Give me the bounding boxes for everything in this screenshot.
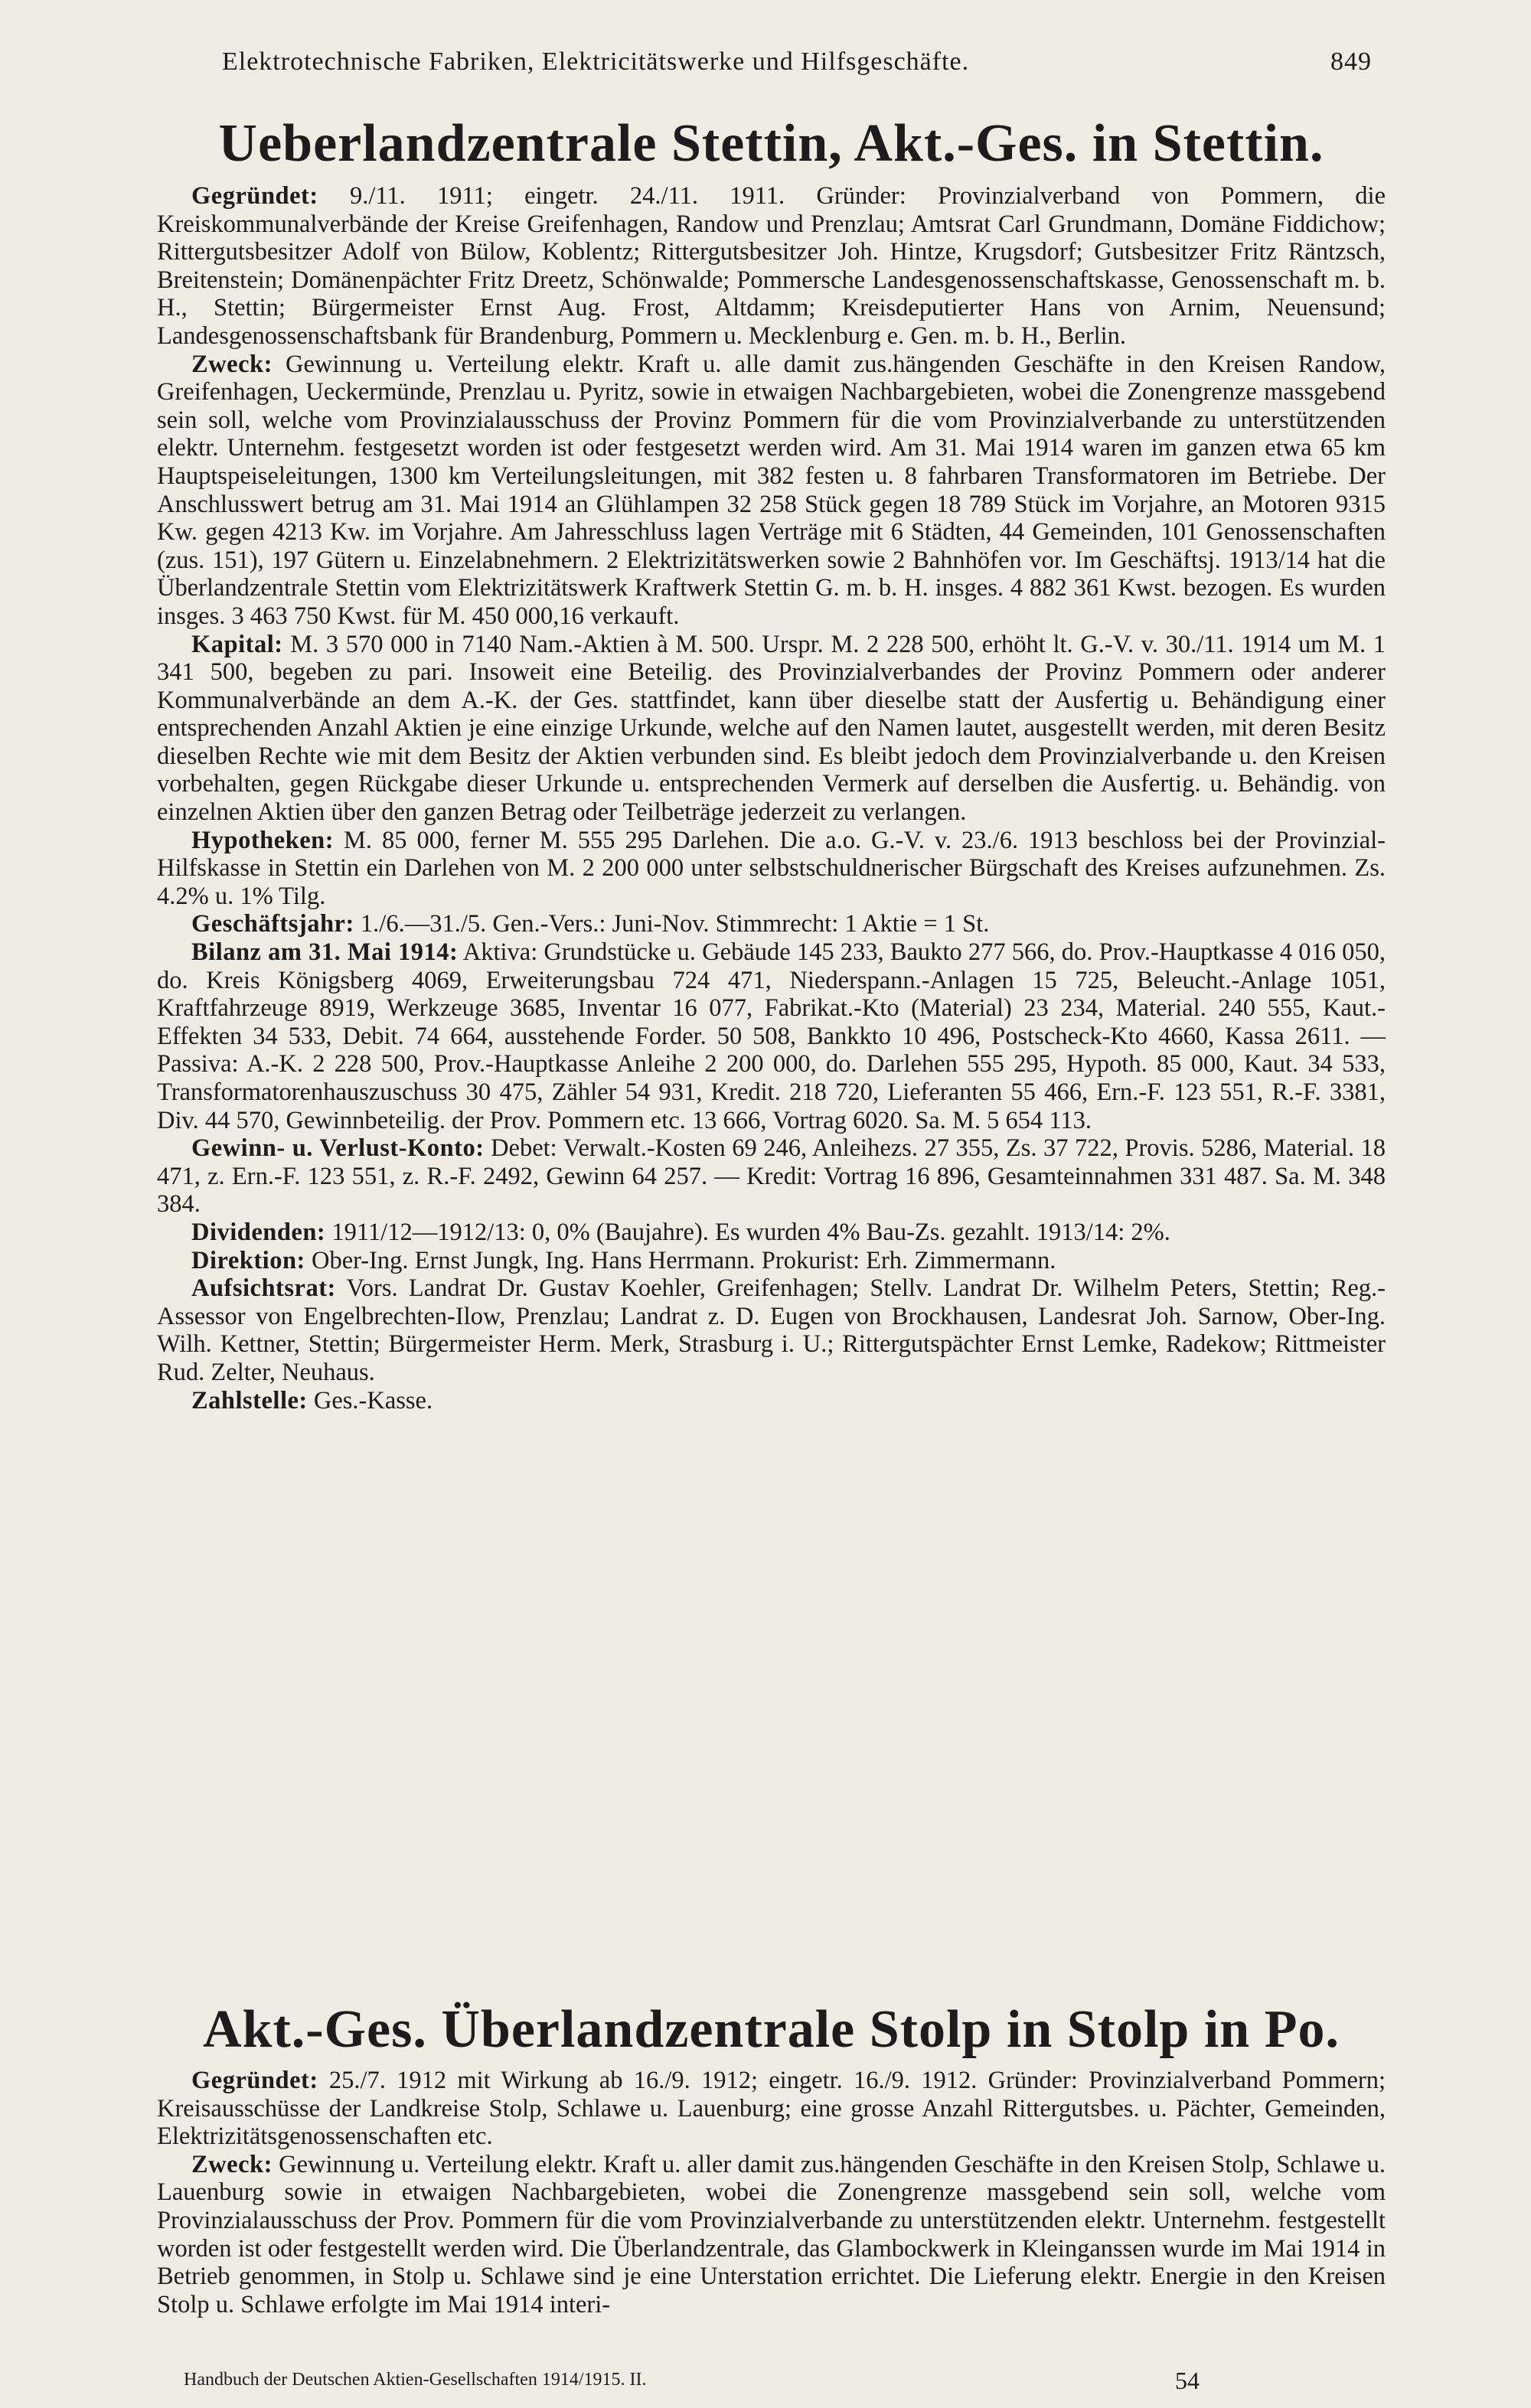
section-mortgages [157,827,1386,911]
section-text: Debet: Verwalt.-Kosten 69 246, Anleihezs. 27 355, Zs. 37 722, Provis. 5286, Material. 18 471, z. Ern.-F. 123 551, z. R.-F. 2492, Gewinn 64 257. — Kredit: Vortrag 16 896, Gesamteinnahmen 331 487. Sa. M. 348 384. [157,1134,1386,1219]
section-text: 9./11. 1911; eingetr. 24./11. 1911. Gründer: Provinzialverband von Pommern, die Kreiskommunalverbände der Kreise Greifenhagen, Randow und Prenzlau; Amtsrat Carl Grundmann, Domäne Fiddichow; Rittergutsbesitzer Adolf von Bülow, Koblentz; Rittergutsbesitzer Joh. Hintze, Krugsdorf; Gutsbesitzer Fritz Räntzsch, Breitenstein; Domänenpächter Fritz Dreetz, Schönwalde; Pommersche Landesgenossenschaftskasse, Genossenschaft m. b. H., Stettin; Bürgermeister Ernst Aug. Frost, Altdamm; Kreisdeputierter Hans von Arnim, Neuensund; Landesgenossenschaftsbank für Brandenburg, Pommern u. Mecklenburg e. Gen. m. b. H., Berlin. [157,182,1386,350]
section-text: M. 3 570 000 in 7140 Nam.-Aktien à M. 500. Urspr. M. 2 228 500, erhöht lt. G.-V. v. 30./11. 1914 um M. 1 341 500, begeben zu pari. Insoweit eine Beteilig. des Provinzialverbandes der Provinz Pommern oder anderer Kommunalverbände an dem A.-K. der Ges. stattfindet, kann über dieselbe statt der Ausfertig u. Behändigung einer entsprechenden Anzahl Aktien je eine einzige Urkunde, welche auf den Namen lautet, ausgestellt werden, mit deren Besitz dieselben Rechte wie mit dem Besitz der Aktien verbunden sind. Es bleibt jedoch dem Provinzialverbande u. den Kreisen vorbehalten, gegen Rückgabe dieser Urkunde u. entsprechenden Vermerk auf derselben die Ausfertig. u. Behändig. von einzelnen Aktien über den ganzen Betrag oder Teilbeträge jederzeit zu verlangen. [157,630,1386,827]
section-text: M. 85 000, ferner M. 555 295 Darlehen. Die a.o. G.-V. v. 23./6. 1913 beschloss bei der Provinzial-Hilfskasse in Stettin ein Darlehen von M. 2 200 000 unter selbstschuldnerischer Bürgschaft des Kreises aufzunehmen. Zs. 4.2% u. 1% Tilg. [157,826,1386,910]
section-text: 1911/12—1912/13: 0, 0% (Baujahre). Es wurden 4% Bau-Zs. gezahlt. 1913/14: 2%. [325,1218,1170,1246]
section-label: Gewinn- u. Verlust-Konto: [191,1134,485,1163]
section-label: Hypotheken: [191,826,335,854]
section-text: Ober-Ing. Ernst Jungk, Ing. Hans Herrmann. Prokurist: Erh. Zimmermann. [305,1246,1056,1274]
section-purpose [157,2151,1386,2319]
section-text: 1./6.—31./5. Gen.-Vers.: Juni-Nov. Stimmrecht: 1 Aktie = 1 St. [354,910,990,938]
footer-sheet-number: 54 [1175,2367,1200,2394]
page-number: 849 [1330,47,1372,76]
section-founded [157,182,1386,351]
company-entry-stettin [157,113,1386,175]
company-entry-stolp [157,1999,1386,2061]
running-head [0,47,1531,93]
company-title-stettin: Ueberlandzentrale Stettin, Akt.-Ges. in Stettin. [218,114,1324,173]
section-dividends [157,1219,1386,1247]
section-capital [157,631,1386,827]
section-label: Gegründet: [191,2067,318,2094]
section-text: Ges.-Kasse. [307,1386,433,1414]
section-label: Kapital: [191,630,283,658]
footer-source: Handbuch der Deutschen Aktien-Gesellschaften 1914/1915. II. [184,2370,647,2390]
section-label: Zweck: [191,350,273,378]
section-profit-loss [157,1134,1386,1219]
section-label: Zahlstelle: [191,1386,308,1414]
company-body-stolp [157,2067,1386,2318]
section-balance-sheet [157,938,1386,1134]
section-label: Direktion: [191,1246,305,1274]
section-supervisory-board [157,1274,1386,1386]
section-text: 25./7. 1912 mit Wirkung ab 16./9. 1912; eingetr. 16./9. 1912. Gründer: Provinzialverband Pommern; Kreisausschüsse der Landkreise Stolp, Schlawe u. Lauenburg; eine grosse Anzahl Rittergutsbes. u. Pächter, Gemeinden, Elektrizitätsgenossenschaften etc. [157,2067,1386,2151]
section-label: Bilanz am 31. Mai 1914: [191,938,459,967]
section-label: Geschäftsjahr: [191,910,354,938]
section-label: Gegründet: [191,182,318,210]
section-label: Dividenden: [191,1218,326,1246]
section-text: Gewinnung u. Verteilung elektr. Kraft u. alle damit zus.hängenden Geschäfte in den Kreisen Randow, Greifenhagen, Ueckermünde, Prenzlau u. Pyritz, sowie in etwaigen Nachbargebieten, wobei die Zonengrenze massgebend sein soll, welche vom Provinzialausschuss der Provinz Pommern für die vom Provinzialverbande zu unterstützenden elektr. Unternehm. festgesetzt worden ist oder festgesetzt werden wird. Am 31. Mai 1914 waren im ganzen etwa 65 km Hauptspeiseleitungen, 1300 km Verteilungsleitungen, mit 382 festen u. 8 fahrbaren Transformatoren im Betriebe. Der Anschlusswert betrug am 31. Mai 1914 an Glühlampen 32 258 Stück gegen 18 789 Stück im Vorjahre, an Motoren 9315 Kw. gegen 4213 Kw. im Vorjahre. Am Jahresschluss lagen Verträge mit 6 Städten, 44 Gemeinden, 101 Genossenschaften (zus. 151), 197 Gütern u. Einzelabnehmern. 2 Elektrizitätswerken sowie 2 Bahnhöfen vor. Im Geschäftsj. 1913/14 hat die Überlandzentrale Stettin vom Elektrizitätswerk Kraftwerk Stettin G. m. b. H. insges. 4 882 361 Kwst. bezogen. Es wurden insges. 3 463 750 Kwst. für M. 450 000,16 verkauft. [157,350,1386,630]
company-body-stettin [157,182,1386,1414]
section-text: Gewinnung u. Verteilung elektr. Kraft u. aller damit zus.hängenden Geschäfte in den Kreisen Stolp, Schlawe u. Lauenburg sowie in etwaigen Nachbargebieten, wobei die Zonengrenze massgebend sein soll, welche vom Provinzialausschuss der Prov. Pommern für die vom Provinzialverbande zu unterstützenden elektr. Unternehm. festgestellt worden ist oder festgestellt werden wird. Die Überlandzentrale, das Glambockwerk in Kleinganssen wurde im Mai 1914 in Betrieb genommen, in Stolp u. Schlawe sind je eine Unterstation errichtet. Die Lieferung elektr. Energie in den Kreisen Stolp u. Schlawe erfolgte im Mai 1914 interi- [157,2150,1386,2318]
section-purpose [157,351,1386,631]
section-label: Aufsichtsrat: [191,1274,336,1303]
section-label: Zweck: [191,2150,273,2178]
section-founded [157,2067,1386,2151]
running-head-title: Elektrotechnische Fabriken, Elektricitätswerke und Hilfsgeschäfte. [222,47,970,76]
section-paying-agent [157,1387,1386,1415]
section-text: Aktiva: Grundstücke u. Gebäude 145 233, Baukto 277 566, do. Prov.-Hauptkasse 4 016 050, do. Kreis Königsberg 4069, Erweiterungsbau 724 471, Niederspann.-Anlagen 15 725, Beleucht.-Anlage 1051, Kraftfahrzeuge 8919, Werkzeuge 3685, Inventar 16 077, Fabrikat.-Kto (Material) 23 234, Material. 240 555, Kaut.-Effekten 34 533, Debit. 74 664, ausstehende Forder. 50 508, Bankkto 10 496, Postscheck-Kto 4660, Kassa 2611. — Passiva: A.-K. 2 228 500, Prov.-Hauptkasse Anleihe 2 200 000, do. Darlehen 555 295, Hypoth. 85 000, Kaut. 34 533, Transformatorenhauszuschuss 30 475, Zähler 54 931, Kredit. 218 720, Lieferanten 55 466, Ern.-F. 123 551, R.-F. 3381, Div. 44 570, Gewinnbeteilig. der Prov. Pommern etc. 13 666, Vortrag 6020. Sa. M. 5 654 113. [157,938,1386,1134]
section-management [157,1247,1386,1275]
company-title-stolp: Akt.-Ges. Überlandzentrale Stolp in Stolp in Po. [202,2000,1340,2059]
section-text: Vors. Landrat Dr. Gustav Koehler, Greifenhagen; Stellv. Landrat Dr. Wilhelm Peters, Stettin; Reg.-Assessor von Engelbrechten-Ilow, Prenzlau; Landrat z. D. Eugen von Brockhausen, Landesrat Joh. Sarnow, Ober-Ing. Wilh. Kettner, Stettin; Bürgermeister Herm. Merk, Strasburg i. U.; Rittergutspächter Ernst Lemke, Radekow; Rittmeister Rud. Zelter, Neuhaus. [157,1274,1386,1386]
section-fiscal-year [157,910,1386,938]
page-footer [0,2367,1531,2397]
